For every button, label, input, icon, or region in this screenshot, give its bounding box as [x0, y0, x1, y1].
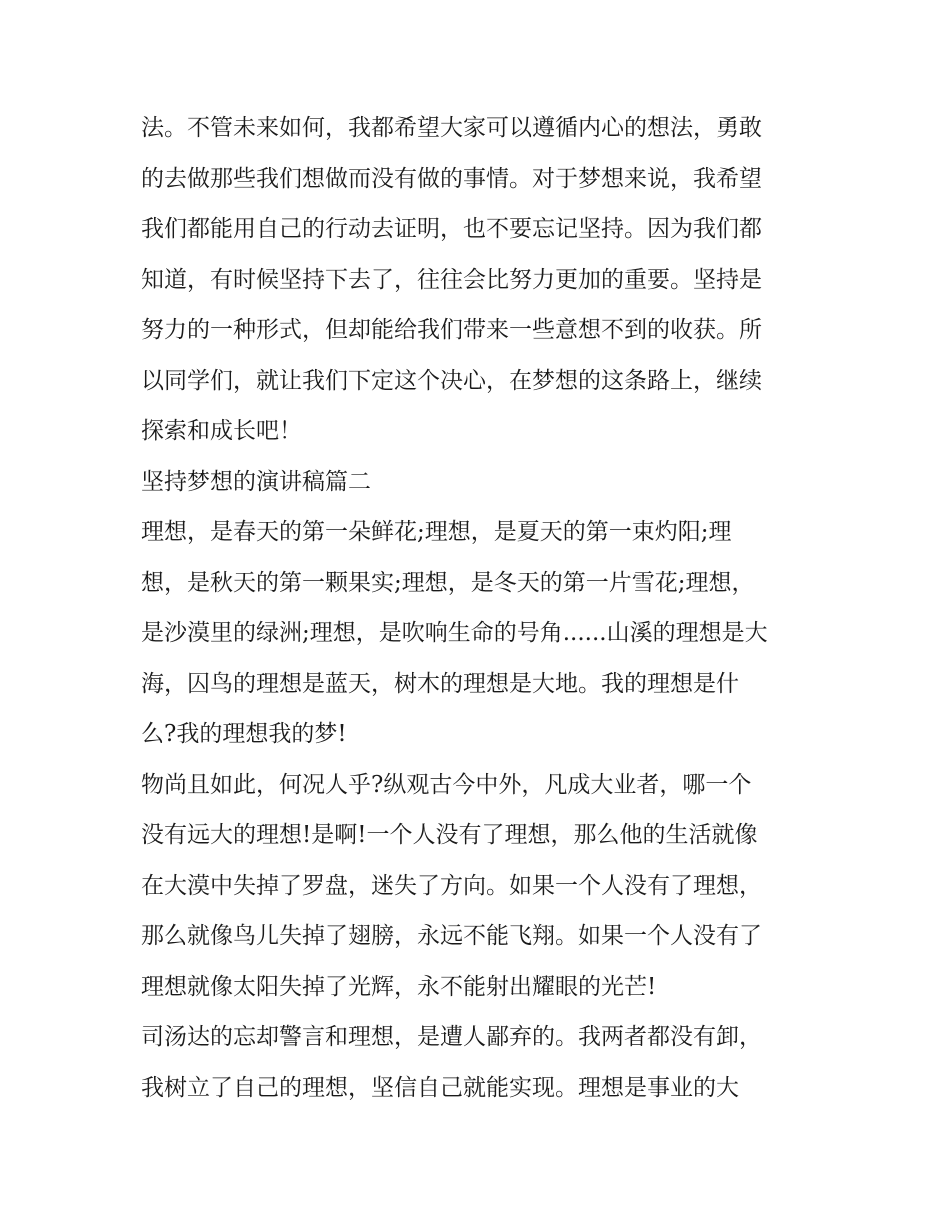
text-line: 是沙漠里的绿洲;理想，是吹响生命的号角......山溪的理想是大 [141, 620, 768, 646]
text-line: 海，囚鸟的理想是蓝天，树木的理想是大地。我的理想是什 [141, 670, 739, 697]
text-line: 那么就像鸟儿失掉了翅膀，永远不能飞翔。如果一个人没有了 [141, 923, 762, 949]
section-heading: 坚持梦想的演讲稿篇二 [141, 468, 371, 495]
text-line: 想，是秋天的第一颗果实;理想，是冬天的第一片雪花;理想， [141, 569, 755, 596]
text-line: 法。不管未来如何，我都希望大家可以遵循内心的想法，勇敢 [141, 115, 762, 141]
text-line: 以同学们，就让我们下定这个决心，在梦想的这条路上，继续 [141, 367, 762, 394]
document-body [141, 103, 821, 1113]
text-line: 努力的一种形式，但却能给我们带来一些意想不到的收获。所 [141, 317, 762, 343]
text-line: 在大漠中失掉了罗盘，迷失了方向。如果一个人没有了理想， [141, 872, 762, 899]
text-line: 么?我的理想我的梦! [141, 721, 347, 747]
text-line: 我们都能用自己的行动去证明，也不要忘记坚持。因为我们都 [141, 216, 762, 242]
text-line: 没有远大的理想!是啊!一个人没有了理想，那么他的生活就像 [141, 822, 758, 848]
text-line: 理想就像太阳失掉了光辉，永不能射出耀眼的光芒! [141, 973, 657, 1000]
text-line: 我树立了自己的理想，坚信自己就能实现。理想是事业的大 [141, 1074, 739, 1101]
text-line: 知道，有时候坚持下去了，往往会比努力更加的重要。坚持是 [141, 266, 762, 293]
text-line: 物尚且如此，何况人乎?纵观古今中外，凡成大业者，哪一个 [141, 771, 752, 798]
text-line: 的去做那些我们想做而没有做的事情。对于梦想来说，我希望 [141, 165, 762, 192]
text-line: 理想，是春天的第一朵鲜花;理想，是夏天的第一束灼阳;理 [141, 519, 732, 545]
text-line: 司汤达的忘却警言和理想，是遭人鄙弃的。我两者都没有卸， [141, 1024, 762, 1050]
text-line: 探索和成长吧！ [141, 418, 302, 444]
